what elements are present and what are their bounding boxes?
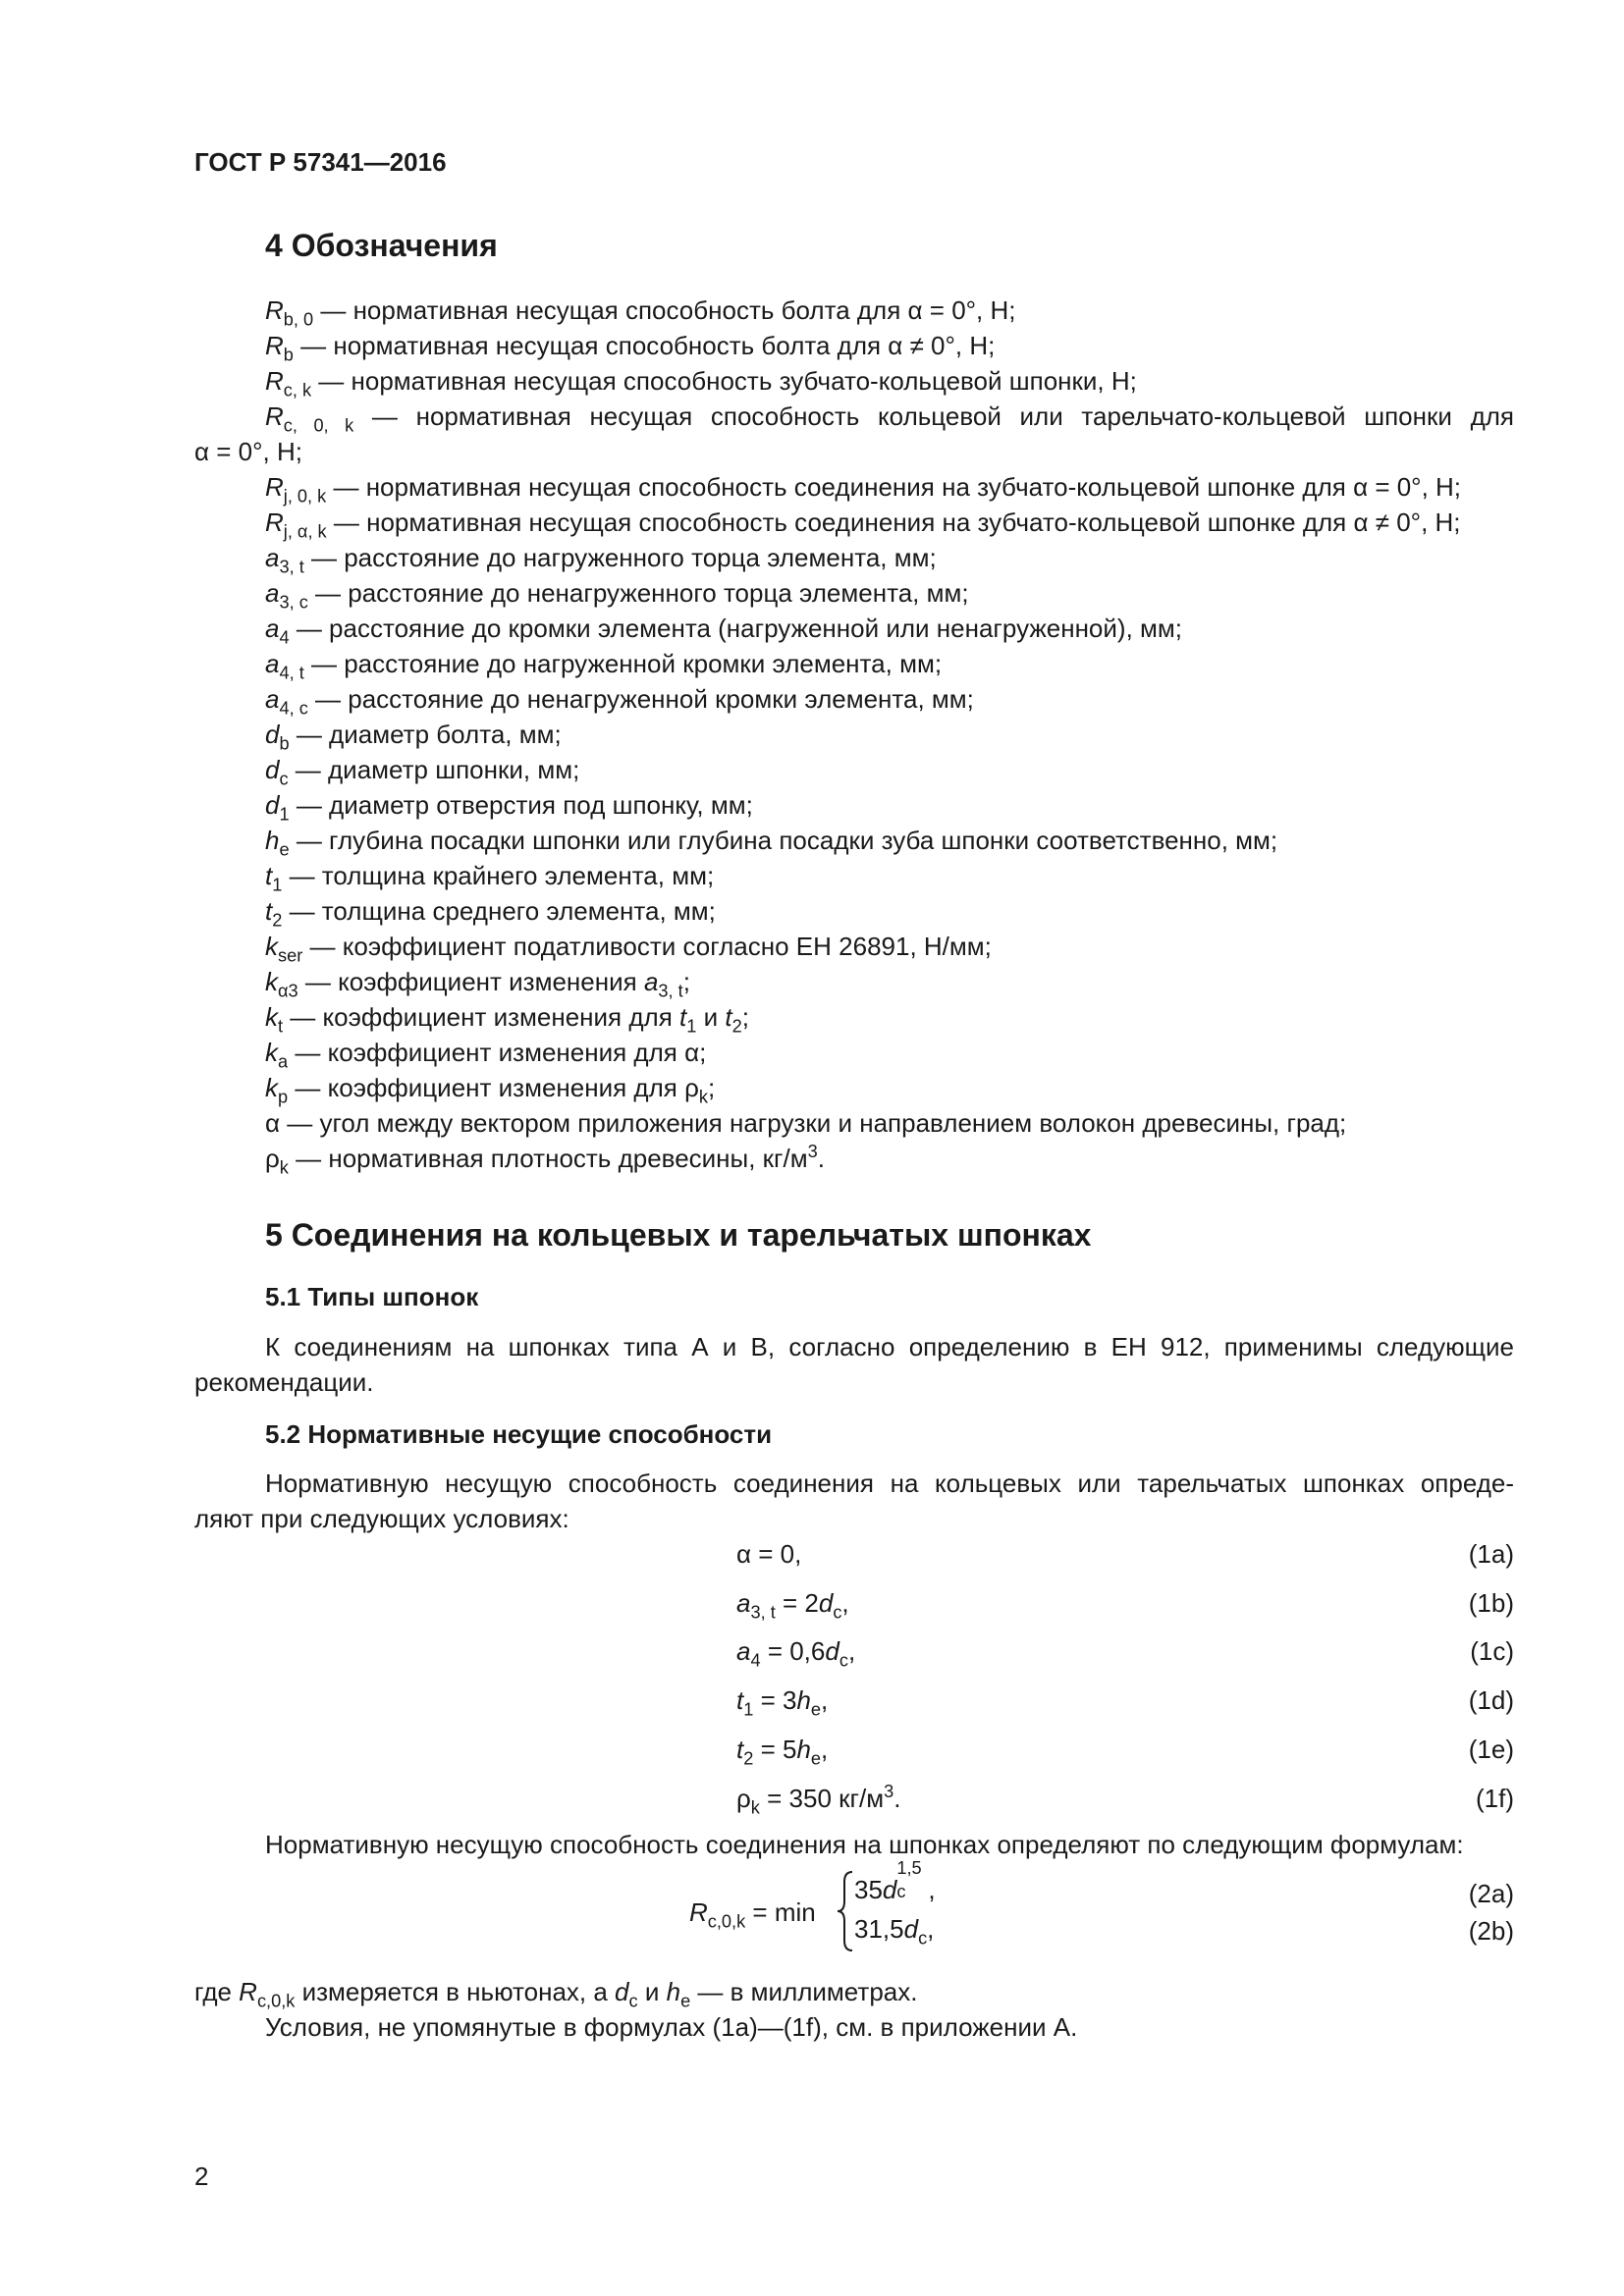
symbol-k-p: $k_p$ — коэффициент изменения для $\rho_k$; (265, 1073, 716, 1107)
symbol-item: $t_1$ — толщина крайнего элемента, мм; (265, 861, 715, 895)
equation-number: (1e) (1468, 1735, 1514, 1764)
symbol-k-alpha3: $k_{\alpha 3}$ — коэффициент изменения $a_{3, t}$; (265, 967, 690, 1001)
symbol-item: $R_b$ — нормативная несущая способность болта для α ≠ 0°, Н; (265, 331, 996, 365)
symbol-item: $a_{3, t}$ — расстояние до нагруженного торца элемента, мм; (265, 543, 937, 577)
where-clause: где $R_{c,0,k}$ измеряется в ньютонах, а $d_c$ и $h_e$ — в миллиметрах. (194, 1977, 918, 2011)
symbol-item: $t_2$ — толщина среднего элемента, мм; (265, 896, 716, 931)
symbol-item: $a_{4, t}$ — расстояние до нагруженной кромки элемента, мм; (265, 649, 943, 683)
section-5-2-text-line1: Нормативную несущую способность соединения на кольцевых или тарельчатых шпонках опреде- (265, 1468, 1514, 1498)
section-5-2-title: 5.2 Нормативные несущие способности (265, 1419, 773, 1449)
condition-formula: $t_1 = 3h_e$, (736, 1685, 829, 1720)
condition-formula: $t_2 = 5h_e$, (736, 1735, 829, 1769)
symbol-item-continuation: α = 0°, Н; (194, 437, 302, 466)
symbol-item: $R_{c, 0, k}$ — нормативная несущая способность кольцевой или тарельчато-кольцевой шпонки для (265, 401, 1514, 436)
section-5-1-text-line2: рекомендации. (194, 1367, 374, 1397)
formula-row-2b: $31,5d_c$, (854, 1914, 935, 1949)
symbol-item: $R_{c, k}$ — нормативная несущая способность зубчато-кольцевой шпонки, Н; (265, 366, 1137, 400)
symbol-k-a: $k_a$ — коэффициент изменения для α; (265, 1038, 707, 1072)
condition-formula: $\rho_k = 350$ $кг/м^3$. (736, 1782, 901, 1818)
curly-brace-icon (836, 1870, 855, 1952)
symbol-item: $d_1$ — диаметр отверстия под шпонку, мм; (265, 790, 753, 825)
equation-number-2a: (2a) (1468, 1879, 1514, 1908)
formula-row-2a: 35d 1,5 c , (854, 1858, 936, 1904)
closing-note: Условия, не упомянутые в формулах (1a)—(1f), см. в приложении А. (265, 2012, 1078, 2042)
condition-formula: $a_{3, t} = 2d_c$, (736, 1588, 849, 1623)
symbol-item: $k_{ser}$ — коэффициент податливости согласно ЕН 26891, Н/мм; (265, 932, 992, 966)
section-5-1-text-line1: К соединениям на шпонках типа А и В, согласно определению в ЕН 912, применимы следующие (265, 1332, 1514, 1362)
section-5-2-text-line2: ляют при следующих условиях: (194, 1504, 569, 1533)
equation-number-2b: (2b) (1468, 1916, 1514, 1946)
symbol-alpha: α — угол между вектором приложения нагрузки и направлением волокон древесины, град; (265, 1108, 1347, 1138)
equation-number: (1d) (1468, 1685, 1514, 1715)
symbol-item: $a_{4, c}$ — расстояние до ненагруженной кромки элемента, мм; (265, 684, 974, 719)
symbol-item: $d_b$ — диаметр болта, мм; (265, 720, 562, 754)
document-header: ГОСТ Р 57341—2016 (194, 147, 447, 177)
condition-formula: $a_4 = 0,6d_c$, (736, 1636, 856, 1671)
condition-formula: α = 0, (736, 1539, 802, 1569)
equation-number: (1c) (1470, 1636, 1514, 1666)
section-4-title: 4 Обозначения (265, 228, 498, 263)
symbol-item: $R_{j, \alpha, k}$ — нормативная несущая способность соединения на зубчато-кольцевой шпонке для α ≠ 0°, Н; (265, 507, 1461, 542)
section-5-1-title: 5.1 Типы шпонок (265, 1282, 479, 1311)
symbol-item: $a_{3, c}$ — расстояние до ненагруженного торца элемента, мм; (265, 578, 969, 613)
equation-number: (1f) (1476, 1784, 1514, 1813)
page-number: 2 (194, 2162, 209, 2191)
formula-intro: Нормативную несущую способность соединения на шпонках определяют по следующим формулам: (265, 1830, 1464, 1859)
symbol-item: $h_e$ — глубина посадки шпонки или глубина посадки зуба шпонки соответственно, мм; (265, 826, 1278, 860)
symbol-item: $d_c$ — диаметр шпонки, мм; (265, 755, 580, 789)
symbol-item: $a_4$ — расстояние до кромки элемента (нагруженной или ненагруженной), мм; (265, 614, 1182, 648)
equation-number: (1b) (1468, 1588, 1514, 1618)
formula-lhs: $R_{c,0,k} = \min$ (689, 1897, 816, 1932)
symbol-k-t: $k_t$ — коэффициент изменения для $t_1$ и $t_2$; (265, 1002, 749, 1037)
symbol-item: $R_{j, 0, k}$ — нормативная несущая способность соединения на зубчато-кольцевой шпонке для α = 0°, Н; (265, 472, 1462, 507)
symbol-item: $R_{b, 0}$ — нормативная несущая способность болта для α = 0°, Н; (265, 295, 1016, 330)
symbol-rho: $\rho_k$ — нормативная плотность древесины, $кг/м^3$. (265, 1142, 825, 1178)
equation-number: (1a) (1468, 1539, 1514, 1569)
section-5-title: 5 Соединения на кольцевых и тарельчатых шпонках (265, 1217, 1092, 1253)
